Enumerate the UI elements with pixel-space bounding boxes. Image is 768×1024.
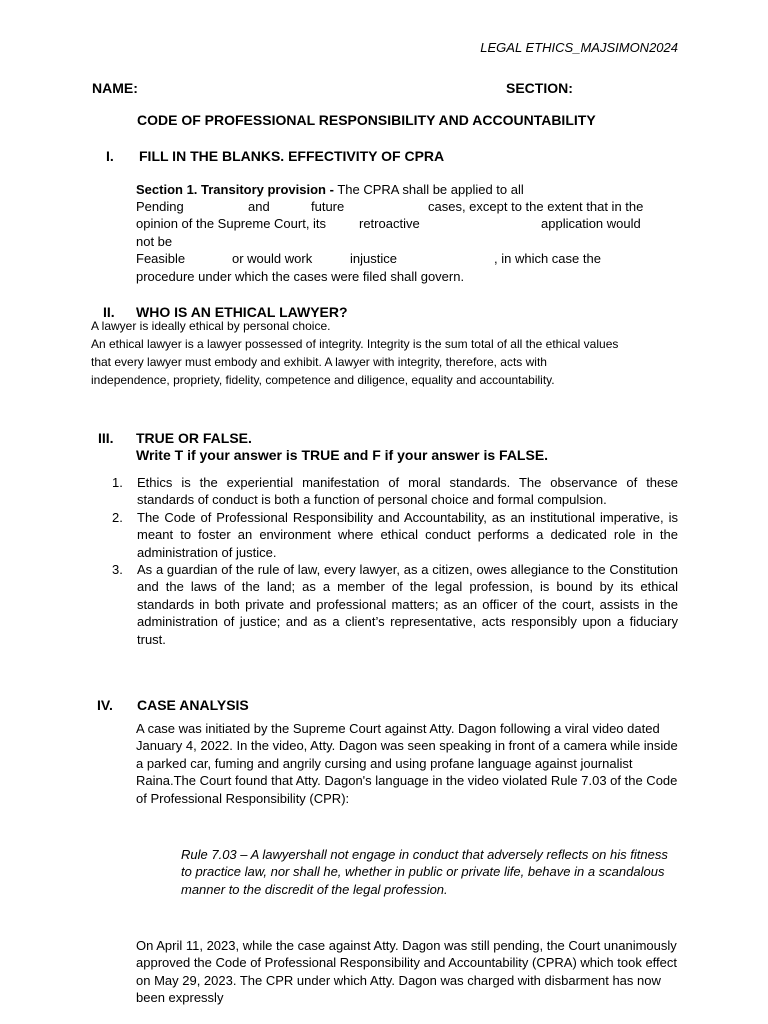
transitory-provision-line-2: cases, except to the extent that in the <box>428 199 644 214</box>
section-1-title: FILL IN THE BLANKS. EFFECTIVITY OF CPRA <box>139 148 445 164</box>
list-item-text: Ethics is the experiential manifestation of moral standards. The observance of these standards of conduct is both a function of personal choice and formal compulsion. <box>137 475 678 508</box>
case-analysis-paragraph-1: A case was initiated by the Supreme Court against Atty. Dagon following a viral video dated January 4, 2022. In the video, Atty. Dagon was seen speaking in front of a camera while inside a parked car, fuming and angrily cursing and using profane language against journalist Raina.The Court found that Atty. Dagon's language in the video violated Rule 7.03 of the Code of Professional Responsibility (CPR): <box>136 721 678 806</box>
section-field-label: SECTION: <box>506 80 573 96</box>
section-3-heading <box>98 430 252 446</box>
section-4-heading <box>97 697 249 713</box>
transitory-provision-line-3a: opinion of the Supreme Court, its <box>136 216 327 231</box>
transitory-provision-line-5a: or would work <box>232 251 313 266</box>
transitory-provision-title: Section 1. Transitory provision - <box>136 182 334 197</box>
answer-and: and <box>248 199 270 214</box>
section-4-number: IV. <box>97 697 113 713</box>
true-false-list <box>112 474 678 648</box>
transitory-provision-line-3b: application would <box>541 216 641 231</box>
document-header-tag: LEGAL ETHICS_MAJSIMON2024 <box>480 40 678 55</box>
answer-retroactive: retroactive <box>359 216 420 231</box>
transitory-provision-line-6: procedure under which the cases were filed shall govern. <box>136 269 465 284</box>
list-item-text: The Code of Professional Responsibility and Accountability, as an institutional imperative, is meant to foster an environment where ethical conduct performs a dedicated role in the administration of justice. <box>137 509 678 560</box>
ethical-lawyer-line: An ethical lawyer is a lawyer possessed of integrity. Integrity is the sum total of all the ethical values <box>91 337 619 351</box>
list-item <box>112 509 678 561</box>
name-field-label: NAME: <box>92 80 138 96</box>
rule-7-03-quote: Rule 7.03 – A lawyershall not engage in conduct that adversely reflects on his fitness to practice law, nor shall he, whether in public or private life, behave in a scandalous manner to the discredit of the legal profession. <box>181 847 668 897</box>
list-item-text: As a guardian of the rule of law, every lawyer, as a citizen, owes allegiance to the Constitution and the laws of the land; as a member of the legal profession, is bound by its ethical standards in both private and professional matters; as an officer of the court, assists in the administration of justice; and as a client’s representative, acts responsibly upon a fiduciary trust. <box>137 562 678 647</box>
list-item-number: 1. <box>112 475 123 490</box>
section-4-title: CASE ANALYSIS <box>137 697 249 713</box>
section-1-heading <box>106 148 444 164</box>
transitory-provision-line-5b: , in which case the <box>494 251 601 266</box>
document-title: CODE OF PROFESSIONAL RESPONSIBILITY AND ACCOUNTABILITY <box>137 112 596 128</box>
answer-pending: Pending <box>136 199 184 214</box>
ethical-lawyer-line: that every lawyer must embody and exhibit. A lawyer with integrity, therefore, acts with <box>91 355 547 369</box>
section-3-instruction: Write T if your answer is TRUE and F if your answer is FALSE. <box>136 447 549 463</box>
section-2-title: WHO IS AN ETHICAL LAWYER? <box>136 304 348 320</box>
answer-future: future <box>311 199 345 214</box>
list-item <box>112 561 678 648</box>
transitory-provision-line-4: not be <box>136 234 173 249</box>
transitory-provision-intro: The CPRA shall be applied to all <box>333 182 524 197</box>
ethical-lawyer-line: A lawyer is ideally ethical by personal choice. <box>91 319 331 333</box>
section-1-number: I. <box>106 148 114 164</box>
case-analysis-paragraph-2: On April 11, 2023, while the case against Atty. Dagon was still pending, the Court unanimously approved the Code of Professional Responsibility and Accountability (CPRA) which took effect on May 29, 2023. The CPR under which Atty. Dagon was charged with disbarment has now been expressly <box>136 938 677 1006</box>
ethical-lawyer-line: independence, propriety, fidelity, competence and diligence, equality and accountability. <box>91 373 555 387</box>
transitory-provision-line-1 <box>136 181 524 199</box>
answer-feasible: Feasible <box>136 251 186 266</box>
answer-injustice: injustice <box>350 251 397 266</box>
section-3-title: TRUE OR FALSE. <box>136 430 252 446</box>
section-2-number: II. <box>103 304 115 320</box>
list-item <box>112 474 678 509</box>
section-3-number: III. <box>98 430 114 446</box>
ethical-lawyer-text <box>91 317 618 389</box>
list-item-number: 3. <box>112 562 123 578</box>
list-item-number: 2. <box>112 509 123 525</box>
